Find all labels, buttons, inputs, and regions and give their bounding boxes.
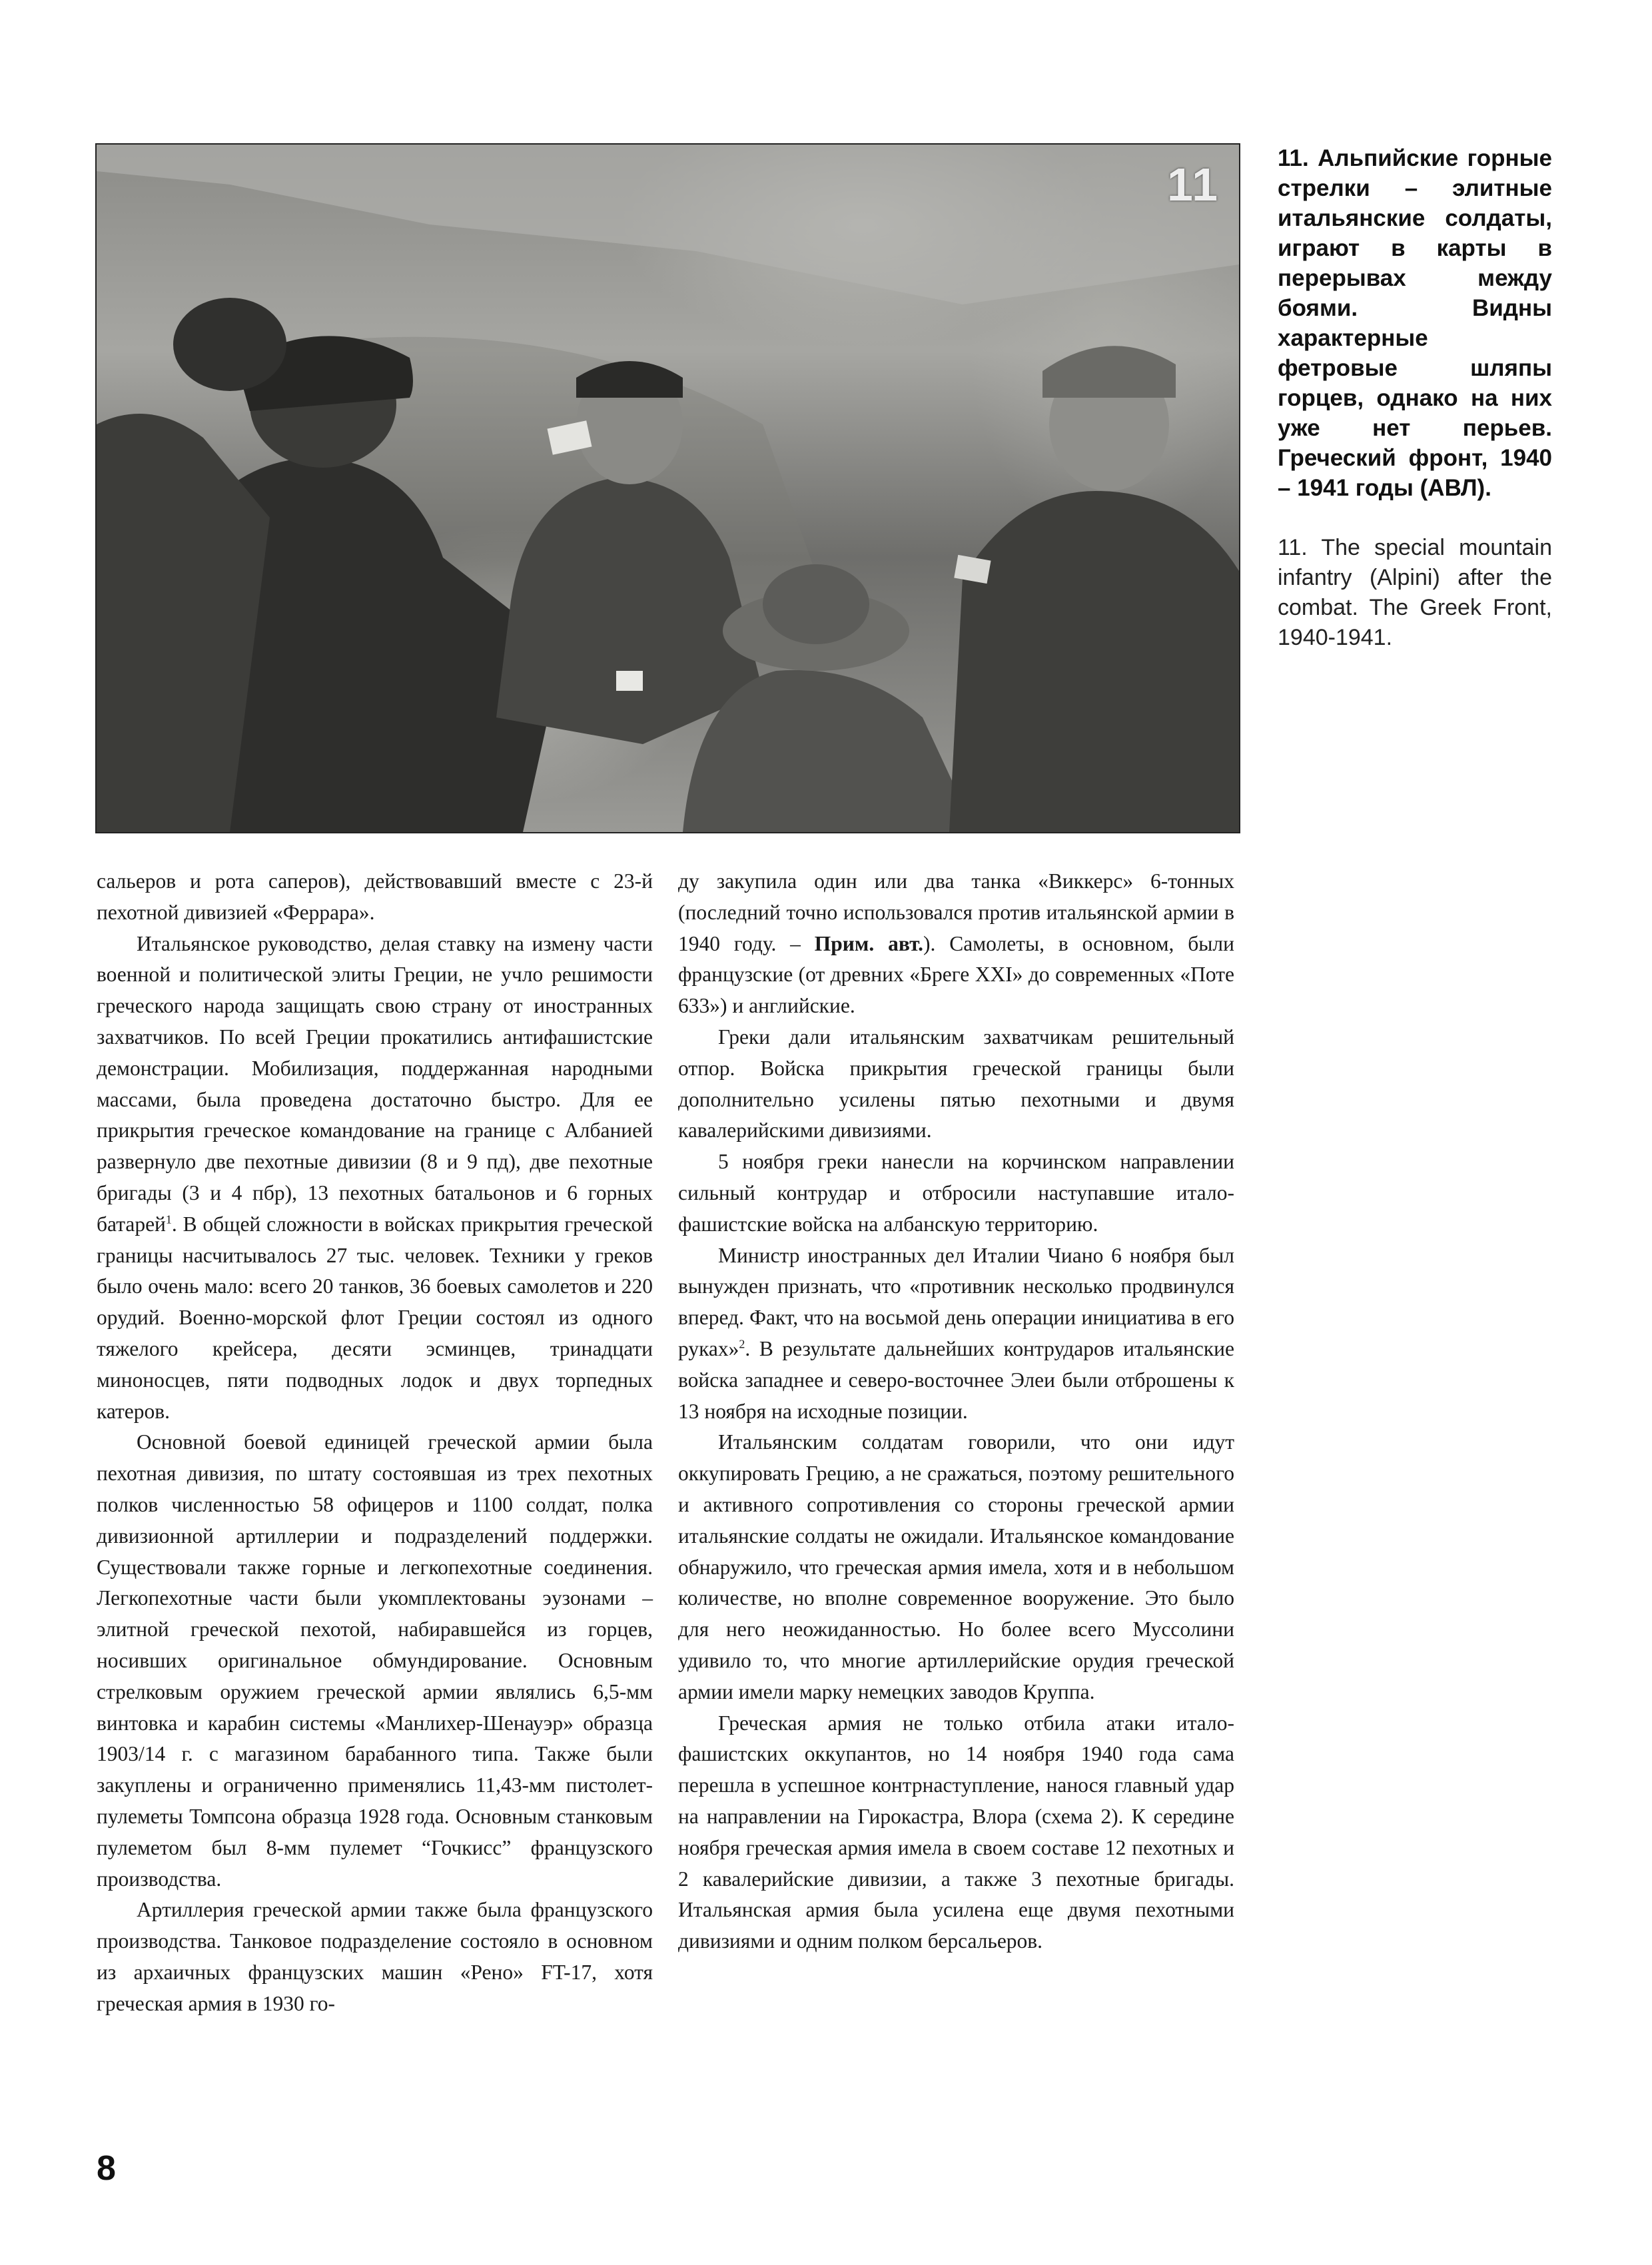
footnote-ref[interactable]: 1 xyxy=(165,1212,172,1226)
text-span: ). Самолеты, в основном, были французские (от древних «Бреге XXI» до современных «Поте 633») и английские. xyxy=(678,931,1234,1018)
paragraph xyxy=(678,866,1234,1022)
page-number: 8 xyxy=(97,2149,116,2188)
text-span: ду закупила один или два танка «Виккерс» 6-тонных (последний точно использовался против итальянской армии в 1940 году. – xyxy=(678,869,1234,955)
footnote-ref[interactable]: 2 xyxy=(739,1337,745,1351)
text-span: Министр иностранных дел Италии Чиано 6 ноября был вынужден признать, что «противник несколько продвинулся вперед. Факт, что на восьмой день операции инициатива в его руках» xyxy=(678,1243,1234,1360)
paragraph: Греки дали итальянским захватчикам решительный отпор. Войска прикрытия греческой границы были дополнительно усилены пятью пехотными и двумя кавалерийскими дивизиями. xyxy=(678,1025,1234,1142)
left-text-column xyxy=(97,866,653,2019)
paragraph: Артиллерия греческой армии также была французского производства. Танковое подразделение состояло в основном из архаичных французских машин «Рено» FT-17, хотя греческая армия в 1930 го- xyxy=(97,1898,653,2015)
photo-alpini-playing-cards xyxy=(95,143,1240,833)
text-span: Итальянское руководство, делая ставку на измену части военной и политической элиты Греции, не учло решимости греческого народа защищать свою страну от иностранных захватчиков. По всей Греции прокатились антифашистские демонстрации. Мобилизация, поддержанная народными массами, была проведена достаточно быстро. Для ее прикрытия греческое командование на границе с Албанией развернуло две пехотные дивизии (8 и 9 пд), две пехотные бригады (3 и 4 пбр), 13 пехотных батальонов и 6 горных батарей xyxy=(97,931,653,1236)
paragraph: Основной боевой единицей греческой армии была пехотная дивизия, по штату состоявшая из трех пехотных полков численностью 58 офицеров и 1100 солдат, полка дивизионной артиллерии и подразделений поддержки. Существовали также горные и легкопехотные соединения. Легкопехотные части были укомплектованы эузонами – элитной греческой пехотой, набиравшейся из горцев, носивших оригинальное обмундирование. Основным стрелковым оружием греческой армии являлись 6,5-мм винтовка и карабин системы «Манлихер-Шенауэр» образца 1903/14 г. с магазином барабанного типа. Также были закуплены и ограниченно применялись 11,43-мм пистолет-пулеметы Томпсона образца 1928 года. Основным станковым пулеметом был 8-мм пулемет “Гочкисс” французского производства. xyxy=(97,1430,653,1891)
paragraph xyxy=(97,929,653,1428)
paragraph: сальеров и рота саперов), действовавший вместе с 23-й пехотной дивизией «Феррара». xyxy=(97,869,653,924)
figure-number: 11 xyxy=(1167,159,1219,211)
paragraph xyxy=(678,1240,1234,1428)
text-span: . В общей сложности в войсках прикрытия греческой границы насчитывалось 27 тыс. человек. Техники у греков было очень мало: всего 20 танков, 36 боевых самолетов и 220 орудий. Военно-морской флот Греции состоял из одного тяжелого крейсера, десяти эсминцев, тринадцати миноносцев, пяти подводных лодок и двух торпедных катеров. xyxy=(97,1212,653,1423)
author-note: Прим. авт. xyxy=(814,931,924,955)
paragraph: Греческая армия не только отбила атаки итало-фашистских оккупантов, но 14 ноября 1940 года сама перешла в успешное контрнаступление, нанося главный удар на направлении на Гирокастра, Влора (схема 2). К середине ноября греческая армия имела в своем составе 12 пехотных и 2 кавалерийские дивизии, а также 3 пехотные бригады. Итальянская армия была усилена еще двумя пехотными дивизиями и одним полком берсальеров. xyxy=(678,1711,1234,1953)
caption-english: 11. The special mountain infantry (Alpini) after the combat. The Greek Front, 1940-1941. xyxy=(1278,535,1552,650)
paragraph: Итальянским солдатам говорили, что они идут оккупировать Грецию, а не сражаться, поэтому решительного и активного сопротивления со стороны греческой армии итальянские солдаты не ожидали. Итальянское командование обнаружило, что греческая армия имела, хотя и в небольшом количестве, но вполне современное вооружение. Это было для него неожиданностью. Но более всего Муссолини удивило то, что многие артиллерийские орудия греческой армии имели марку немецких заводов Круппа. xyxy=(678,1430,1234,1703)
caption-russian: 11. Альпийские горные стрелки – элитные итальянские солдаты, играют в карты в перерывах между боями. Видны характерные фетровые шляпы горцев, однако на них уже нет перьев. Греческий фронт, 1940 – 1941 годы (АВЛ). xyxy=(1278,145,1552,501)
text-span: . В результате дальнейших контрударов итальянские войска западнее и северо-восточнее Элеи были отброшены к 13 ноября на исходные позиции. xyxy=(678,1336,1234,1423)
right-text-column xyxy=(678,866,1234,1957)
paragraph: 5 ноября греки нанесли на корчинском направлении сильный контрудар и отбросили наступавшие итало-фашистские войска на албанскую территорию. xyxy=(678,1150,1234,1236)
photo-scene-icon xyxy=(97,145,1239,832)
